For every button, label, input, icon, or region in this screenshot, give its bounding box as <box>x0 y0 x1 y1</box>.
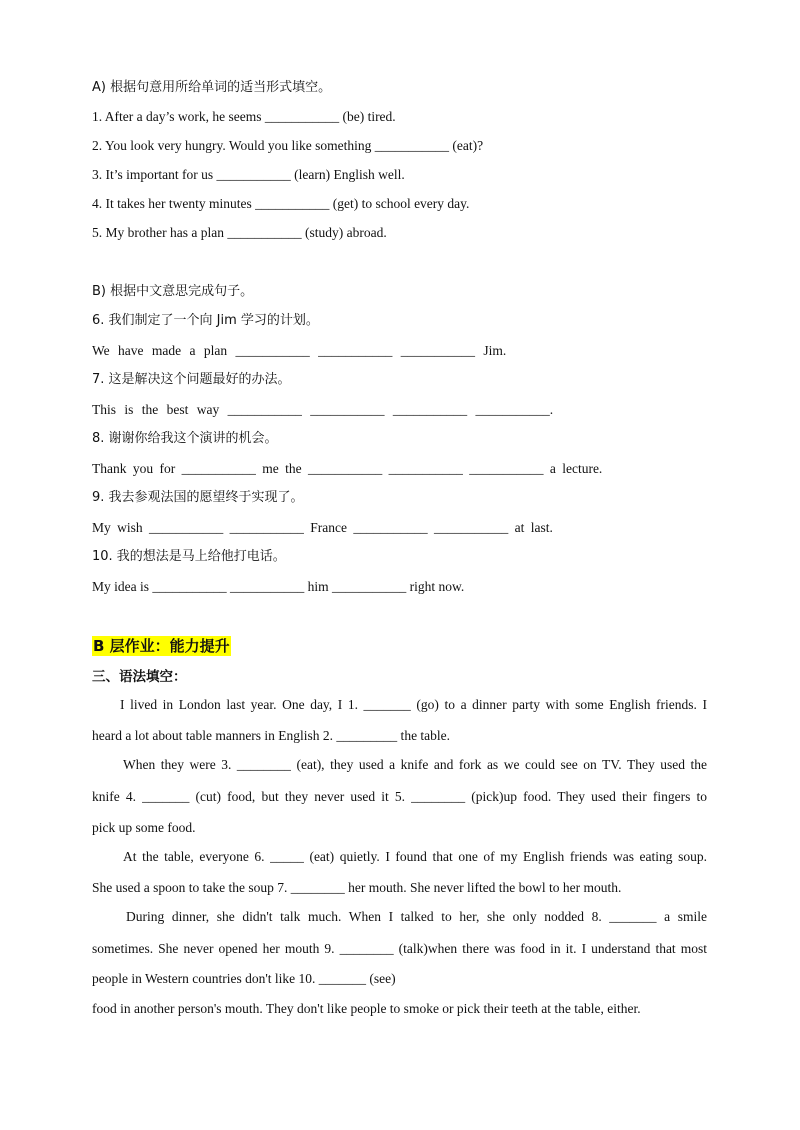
question-7-chinese: 7. 这是解决这个问题最好的办法。 <box>92 372 291 387</box>
question-4: 4. It takes her twenty minutes ___________ (get) to school every day. <box>92 196 470 211</box>
passage-line-8: During dinner, she didn't talk much. When I talked to her, she only nodded 8. _______ a smile <box>126 909 707 924</box>
passage-line-10: people in Western countries don't like 10. _______ (see) <box>92 971 396 986</box>
question-7-english: This is the best way ___________ ___________ ___________ ___________. <box>92 402 554 417</box>
section-b-heading: B 层作业：能力提升 <box>93 637 230 655</box>
question-5: 5. My brother has a plan ___________ (study) abroad. <box>92 225 387 240</box>
question-6-chinese: 6. 我们制定了一个向 Jim 学习的计划。 <box>92 313 319 328</box>
passage-line-7: She used a spoon to take the soup 7. ________ her mouth. She never lifted the bowl to her mouth. <box>92 880 622 895</box>
question-8-english: Thank you for ___________ me the ___________ ___________ ___________ a lecture. <box>92 461 603 476</box>
passage-line-2: heard a lot about table manners in English 2. _________ the table. <box>92 728 451 743</box>
passage-line-5: pick up some food. <box>92 820 196 835</box>
passage-line-4: knife 4. _______ (cut) food, but they never used it 5. ________ (pick)up food. They used their fingers to <box>92 789 707 804</box>
part-b-title: B) 根据中文意思完成句子。 <box>92 284 254 299</box>
passage-line-3: When they were 3. ________ (eat), they used a knife and fork as we could see on TV. They used the <box>123 757 707 772</box>
question-8-chinese: 8. 谢谢你给我这个演讲的机会。 <box>92 431 278 446</box>
question-6-english: We have made a plan ___________ ___________ ___________ Jim. <box>92 343 507 358</box>
part-a-title: A) 根据句意用所给单词的适当形式填空。 <box>92 80 332 95</box>
grammar-fill-subheading: 三、语法填空： <box>92 669 187 685</box>
passage-line-11: food in another person's mouth. They don't like people to smoke or pick their teeth at the table, either. <box>92 1001 641 1016</box>
passage-line-1: I lived in London last year. One day, I 1. _______ (go) to a dinner party with some English friends. I <box>120 697 707 712</box>
passage-line-9: sometimes. She never opened her mouth 9. ________ (talk)when there was food in it. I understand that most <box>92 941 707 956</box>
question-10-english: My idea is ___________ ___________ him ___________ right now. <box>92 579 465 594</box>
question-2: 2. You look very hungry. Would you like something ___________ (eat)? <box>92 138 484 153</box>
question-1: 1. After a day’s work, he seems ___________ (be) tired. <box>92 109 396 124</box>
question-9-english: My wish ___________ ___________ France ___________ ___________ at last. <box>92 520 553 535</box>
passage-line-6: At the table, everyone 6. _____ (eat) quietly. I found that one of my English friends was eating soup. <box>123 849 707 864</box>
question-3: 3. It’s important for us ___________ (learn) English well. <box>92 167 405 182</box>
question-9-chinese: 9. 我去参观法国的愿望终于实现了。 <box>92 490 304 505</box>
question-10-chinese: 10. 我的想法是马上给他打电话。 <box>92 549 286 564</box>
